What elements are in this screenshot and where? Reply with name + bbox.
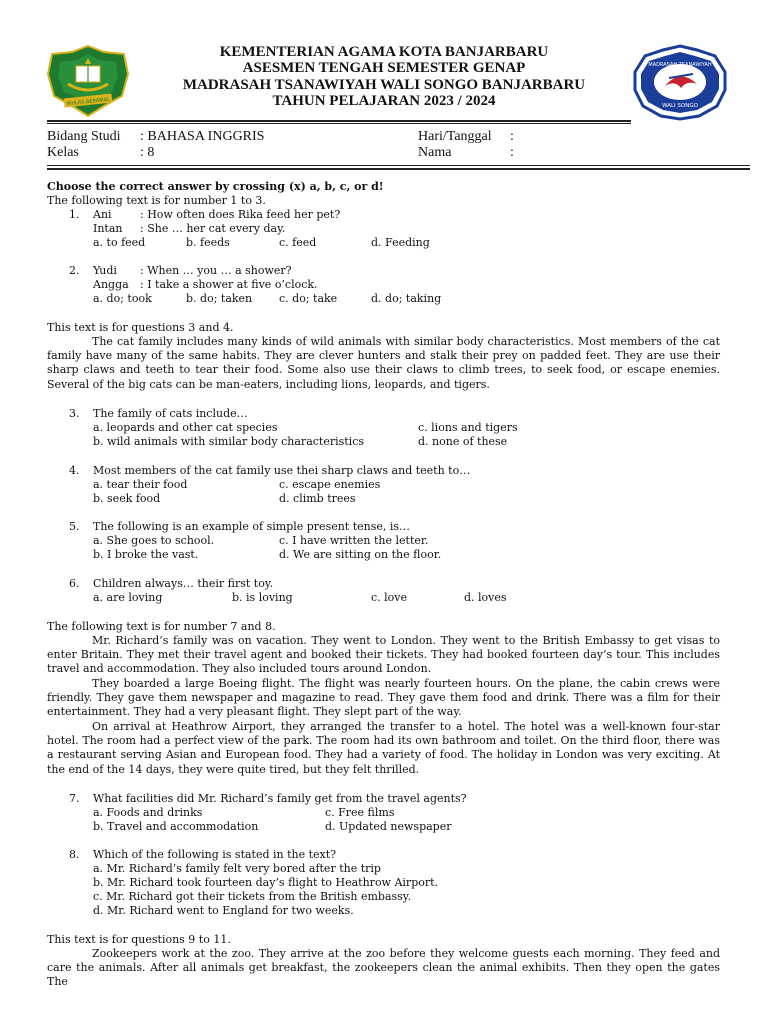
q4-option-c[interactable]: c. escape enemies [279,478,381,491]
q2-line-2: : I take a shower at five o’clock. [140,278,318,291]
q3-stem: The family of cats include… [93,407,248,420]
passage-cat-family: The cat family includes many kinds of wild animals with similar body characteristics. Most members of the cat family have many of the same habits. They are clever hunters and stalk their prey on padded feet. They are use their sharp claws and teeth to tear their food. Some also use their claws to climb trees, to seek food, or escape enemies. Several of the big cats can be man-eaters, including lions, leopards, and tigers. [47,335,720,391]
meta-divider-top [47,165,750,166]
intro-q9-11: This text is for questions 9 to 11. [47,933,231,946]
header-academic-year: TAHUN PELAJARAN 2023 / 2024 [272,93,496,109]
svg-text:IKHLAS BERAMAL: IKHLAS BERAMAL [66,96,111,108]
q1-line-2: : She … her cat every day. [140,222,286,235]
q1-option-d[interactable]: d. Feeding [371,236,430,249]
header-school: MADRASAH TSANAWIYAH WALI SONGO BANJARBARU [182,77,586,93]
q4-number: 4. [69,464,80,477]
q6-option-a[interactable]: a. are loving [93,591,163,604]
q3-option-a[interactable]: a. leopards and other cat species [93,421,278,434]
q1-speaker-1: Ani [93,208,112,221]
q1-option-c[interactable]: c. feed [279,236,317,249]
passage-london-p1: Mr. Richard’s family was on vacation. They went to London. They went to the British Embassy to get visas to enter Britain. They met their travel agent and booked their tickets. They had booked fourteen day’s tour. This includes travel and accommodation. They also included tours around London. [47,634,720,676]
svg-text:WALI SONGO: WALI SONGO [662,103,698,109]
day-label: Hari/Tanggal [418,129,492,144]
header-ministry: KEMENTERIAN AGAMA KOTA BANJARBARU [219,44,549,60]
q3-option-b[interactable]: b. wild animals with similar body characteristics [93,435,365,448]
q5-stem: The following is an example of simple present tense, is… [93,520,411,533]
intro-q7-8: The following text is for number 7 and 8. [47,620,276,633]
passage-london-p2: They boarded a large Boeing flight. The flight was nearly fourteen hours. On the plane, the cabin crews were friendly. They gave them newspaper and magazine to read. They gave them food and drink. There was a film for their entertainment. They had a very pleasant flight. They slept part of the way. [47,677,720,719]
name-value: : [510,145,514,160]
q8-number: 8. [69,848,80,861]
q7-option-c[interactable]: c. Free films [325,806,395,819]
q4-stem: Most members of the cat family use thei sharp claws and teeth to… [93,464,471,477]
q1-option-a[interactable]: a. to feed [93,236,146,249]
q6-stem: Children always… their first toy. [93,577,274,590]
q1-line-1: : How often does Rika feed her pet? [140,208,341,221]
q8-option-c[interactable]: c. Mr. Richard got their tickets from the British embassy. [93,890,412,903]
ministry-logo-icon [44,44,132,118]
q6-number: 6. [69,577,80,590]
intro-q3-4: This text is for questions 3 and 4. [47,321,234,334]
header-exam-name: ASESMEN TENGAH SEMESTER GENAP [242,60,526,76]
instruction: Choose the correct answer by crossing (x) a, b, c, or d! [47,180,384,193]
day-value: : [510,129,514,144]
q6-option-b[interactable]: b. is loving [232,591,293,604]
q2-line-1: : When … you … a shower? [140,264,292,277]
q7-option-d[interactable]: d. Updated newspaper [325,820,452,833]
class-value: : 8 [140,145,155,160]
q2-option-d[interactable]: d. do; taking [371,292,442,305]
q3-option-d[interactable]: d. none of these [418,435,508,448]
q1-option-b[interactable]: b. feeds [186,236,230,249]
q5-number: 5. [69,520,80,533]
q2-option-c[interactable]: c. do; take [279,292,338,305]
q3-number: 3. [69,407,80,420]
meta-divider-bottom [47,168,750,170]
subject-value: : BAHASA INGGRIS [140,129,265,144]
q4-option-a[interactable]: a. tear their food [93,478,188,491]
q7-number: 7. [69,792,80,805]
q1-number: 1. [69,208,80,221]
q6-option-c[interactable]: c. love [371,591,408,604]
q5-option-a[interactable]: a. She goes to school. [93,534,215,547]
q5-option-b[interactable]: b. I broke the vast. [93,548,199,561]
q6-option-d[interactable]: d. loves [464,591,507,604]
q4-option-d[interactable]: d. climb trees [279,492,356,505]
header-divider-thin [47,123,631,124]
q2-speaker-2: Angga [93,278,129,291]
q2-option-b[interactable]: b. do; taken [186,292,253,305]
passage-london-p3: On arrival at Heathrow Airport, they arranged the transfer to a hotel. The hotel was a well-known four-star hotel. The room had a perfect view of the park. The room had its own bathroom and toilet. On the third floor, there was a restaurant serving Asian and European food. They had a variety of food. The holiday in London was very exciting. At the end of the 14 days, they were quite tired, but they felt thrilled. [47,720,720,776]
q1-speaker-2: Intan [93,222,123,235]
passage-zookeepers: Zookeepers work at the zoo. They arrive at the zoo before they welcome guests each morning. They feed and care the animals. After all animals get breakfast, the zookeepers clean the animal exhibits. Then they open the gates The [47,947,720,989]
q8-stem: Which of the following is stated in the text? [93,848,337,861]
q8-option-b[interactable]: b. Mr. Richard took fourteen day’s flight to Heathrow Airport. [93,876,439,889]
intro-q1-3: The following text is for number 1 to 3. [47,194,266,207]
header-divider [47,120,631,122]
class-label: Kelas [47,145,79,160]
q3-option-c[interactable]: c. lions and tigers [418,421,518,434]
q2-number: 2. [69,264,80,277]
q8-option-a[interactable]: a. Mr. Richard’s family felt very bored after the trip [93,862,381,875]
q7-stem: What facilities did Mr. Richard’s family get from the travel agents? [93,792,467,805]
q7-option-b[interactable]: b. Travel and accommodation [93,820,259,833]
subject-label: Bidang Studi [47,129,121,144]
q8-option-d[interactable]: d. Mr. Richard went to England for two weeks. [93,904,354,917]
q7-option-a[interactable]: a. Foods and drinks [93,806,203,819]
school-logo-icon [631,44,729,120]
q2-speaker-1: Yudi [93,264,117,277]
q5-option-c[interactable]: c. I have written the letter. [279,534,429,547]
q2-option-a[interactable]: a. do; took [93,292,152,305]
q5-option-d[interactable]: d. We are sitting on the floor. [279,548,442,561]
svg-text:MADRASAH TSANAWIYAH: MADRASAH TSANAWIYAH [648,62,712,68]
name-label: Nama [418,145,452,160]
q4-option-b[interactable]: b. seek food [93,492,161,505]
